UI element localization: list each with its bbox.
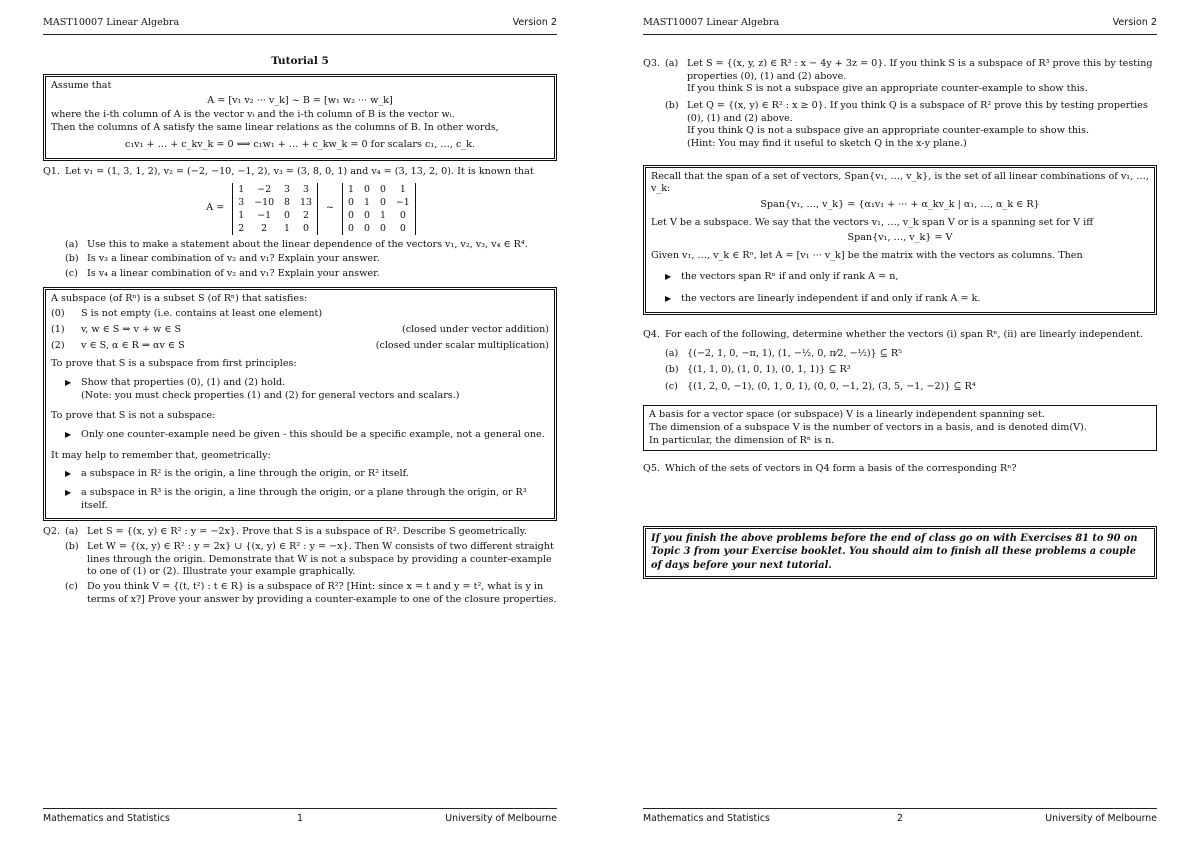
part-text: Is v₄ a linear combination of v₂ and v₁? Explain your answer. [87, 268, 380, 280]
part-text: {(1, 2, 0, −1), (0, 1, 0, 1), (0, 0, −1, 2), (3, 5, −1, −2)} ⊆ R⁴ [687, 380, 976, 392]
part-label: (b) [65, 540, 79, 552]
bullet-text: a subspace in R³ is the origin, a line through the origin, or a plane through the origin, or R³ itself. [81, 486, 527, 511]
question-number: Q2. [43, 526, 61, 538]
assume-equation: A = [v₁ v₂ ··· v_k] ~ B = [w₁ w₂ ··· w_k] [207, 94, 393, 106]
page-footer [643, 808, 1157, 825]
matrix-cell: 0 [379, 196, 386, 208]
part-text: Do you think V = {(t, t²) : t ∈ R} is a subspace of R²? [Hint: since x = t and y = t², what is y in terms of x?] Prove your answer by providing a counter-example to one of the closure properties. [87, 580, 557, 605]
matrix-cell: 1 [399, 183, 406, 195]
property-text: v, w ∈ S ⇒ v + w ∈ S [81, 324, 182, 336]
part-hint: (Hint: You may find it useful to sketch Q in the x-y plane.) [687, 137, 967, 149]
question-part [65, 239, 557, 252]
matrix-cell: 0 [379, 183, 386, 195]
matrix-cell: 0 [363, 209, 370, 221]
row-equivalent-symbol: ~ [325, 202, 334, 214]
matrix-cell: 2 [238, 222, 245, 234]
part-text: If you think Q is not a subspace give an appropriate counter-example to show this. [687, 125, 1090, 137]
matrix-cell: 0 [348, 196, 354, 208]
prove-subspace-heading: To prove that S is a subspace from first principles: [51, 358, 297, 370]
bullet-item [65, 487, 549, 512]
question-2 [43, 526, 557, 606]
matrix-cell: −1 [395, 196, 410, 208]
tutorial-title: Tutorial 5 [271, 55, 329, 67]
part-label: (b) [665, 364, 679, 376]
bullet-item [665, 271, 1149, 284]
part-text: {(−2, 1, 0, −π, 1), (1, −½, 0, π⁄2, −½)} ⊆ R⁵ [687, 347, 902, 359]
matrix-cell: 8 [284, 196, 291, 208]
property-row [51, 308, 549, 321]
part-label: (b) [665, 99, 679, 111]
bullet-item [665, 293, 1149, 306]
version-label: Version 2 [512, 17, 557, 28]
assume-line: Then the columns of A satisfy the same linear relations as the columns of B. In other words, [51, 121, 499, 133]
span-equation: Span{v₁, …, v_k} = V [847, 232, 953, 244]
matrix-cell: 1 [348, 183, 354, 195]
property-number: (1) [51, 324, 65, 336]
matrix-cell: −10 [254, 196, 275, 208]
question-number: Q3. [643, 58, 661, 69]
footer-left: Mathematics and Statistics [43, 813, 170, 824]
question-part [65, 581, 557, 606]
part-text: If you think S is not a subspace give an appropriate counter-example to show this. [687, 83, 1088, 95]
question-3 [643, 58, 1157, 151]
question-part [65, 526, 557, 539]
span-definition: Recall that the span of a set of vectors, Span{v₁, …, v_k}, is the set of all linear combinations of v₁, …, v_k: [651, 170, 1149, 195]
matrix-cell: 0 [363, 222, 370, 234]
bullet-text: Only one counter-example need be given - this should be a specific example, not a general one. [81, 429, 545, 441]
page-2 [600, 0, 1200, 849]
matrix-cell: 1 [238, 183, 245, 195]
bullet-item [65, 377, 549, 402]
property-note: (closed under scalar multiplication) [375, 339, 549, 351]
page-header [43, 17, 557, 35]
part-text: Let Q = {(x, y) ∈ R² : x ≥ 0}. If you think Q is a subspace of R² prove this by testing properties (0), (1) and (2) above. [687, 99, 1148, 124]
dimension-note: In particular, the dimension of Rⁿ is n. [649, 434, 835, 446]
matrix-cell: 0 [379, 222, 386, 234]
page-2-content [643, 58, 1157, 801]
part-label: (c) [65, 268, 78, 280]
question-part [665, 364, 1157, 377]
question-part [665, 100, 1157, 151]
version-label: Version 2 [1112, 17, 1157, 28]
final-note-text: If you finish the above problems before the end of class go on with Exercises 81 to 90 on Topic 3 from your Exercise booklet. You should aim to finish all these problems a couple of days before your next tutorial. [645, 528, 1155, 577]
part-text: {(1, 1, 0), (1, 0, 1), (0, 1, 1)} ⊆ R³ [687, 364, 851, 376]
question-part [65, 268, 557, 281]
matrix-lhs: A = [206, 202, 225, 214]
bullet-triangle-icon: ▶ [65, 469, 72, 479]
bullet-item [65, 429, 549, 442]
page-footer [43, 808, 557, 825]
question-part [65, 253, 557, 266]
matrix-cell: 0 [399, 209, 406, 221]
matrix-cell: 2 [303, 209, 309, 221]
part-text: Let W = {(x, y) ∈ R² : y = 2x} ∪ {(x, y) ∈ R² : y = −x}. Then W consists of two different straight lines through the origin. Demonstrate that W is not a subspace by providing a counter-example to one of (1) or (2). Illustrate your example graphically. [87, 540, 554, 578]
matrix-cell: 2 [261, 222, 268, 234]
question-1 [43, 166, 557, 281]
final-note-box [643, 526, 1157, 579]
assume-line: where the i-th column of A is the vector vᵢ and the i-th column of B is the vector wᵢ. [51, 109, 455, 121]
bullet-triangle-icon: ▶ [665, 294, 672, 304]
part-label: (c) [665, 380, 678, 392]
property-text: v ∈ S, α ∈ R ⇒ αv ∈ S [81, 339, 185, 351]
assume-line: Assume that [51, 79, 112, 91]
basis-definition: A basis for a vector space (or subspace) V is a linearly independent spanning set. [649, 409, 1045, 421]
question-part [65, 541, 557, 579]
subspace-intro: A subspace (of Rⁿ) is a subset S (of Rⁿ) that satisfies: [51, 292, 308, 304]
part-label: (b) [65, 253, 79, 265]
page-number: 2 [897, 813, 903, 824]
course-title: MAST10007 Linear Algebra [643, 17, 780, 28]
matrix-a [232, 183, 318, 235]
matrix-cell: 3 [303, 183, 309, 195]
property-number: (0) [51, 308, 65, 320]
matrix-cell: 0 [303, 222, 309, 234]
bullet-text: a subspace in R² is the origin, a line through the origin, or R² itself. [81, 468, 409, 480]
question-intro: For each of the following, determine whether the vectors (i) span Rⁿ, (ii) are linearly independent. [665, 328, 1144, 340]
property-number: (2) [51, 339, 65, 351]
subspace-box [43, 287, 557, 522]
property-row [51, 324, 549, 337]
bullet-item [65, 468, 549, 481]
property-row [51, 340, 549, 353]
question-number: Q4. [643, 328, 661, 340]
part-label: (a) [65, 526, 79, 538]
span-equation: Span{v₁, …, v_k} = {α₁v₁ + ··· + α_kv_k | α₁, …, α_k ∈ R} [760, 198, 1040, 210]
part-text: Is v₃ a linear combination of v₂ and v₁? Explain your answer. [87, 253, 380, 265]
matrix-cell: 0 [348, 222, 354, 234]
page-header [643, 17, 1157, 35]
matrix-cell: 1 [284, 222, 291, 234]
matrix-cell: −2 [257, 183, 272, 195]
matrix-cell: 13 [300, 196, 312, 208]
matrix-cell: 3 [238, 196, 245, 208]
span-box [643, 165, 1157, 315]
page-number: 1 [297, 813, 303, 824]
geometric-heading: It may help to remember that, geometrically: [51, 449, 271, 461]
span-theorem: Given v₁, …, v_k ∈ Rⁿ, let A = [v₁ ··· v_k] be the matrix with the vectors as columns. Then [651, 249, 1083, 261]
span-definition: Let V be a subspace. We say that the vectors v₁, …, v_k span V or is a spanning set for V iff [651, 216, 1094, 228]
matrix-b [342, 183, 416, 235]
dimension-definition: The dimension of a subspace V is the number of vectors in a basis, and is denoted dim(V). [649, 422, 1087, 434]
matrix-cell: 3 [284, 183, 291, 195]
prove-not-subspace-heading: To prove that S is not a subspace: [51, 410, 216, 422]
assume-box [43, 74, 557, 161]
part-text: Let S = {(x, y, z) ∈ R³ : x − 4y + 3z = 0}. If you think S is a subspace of R³ prove this by testing properties (0), (1) and (2) above. [687, 58, 1153, 82]
matrix-cell: 0 [399, 222, 406, 234]
matrix-cell: 1 [379, 209, 386, 221]
matrix-cell: −1 [257, 209, 272, 221]
part-label: (a) [665, 58, 679, 69]
footer-left: Mathematics and Statistics [643, 813, 770, 824]
question-number: Q1. [43, 166, 61, 178]
page-1-content [43, 55, 557, 801]
question-intro: Let v₁ = (1, 3, 1, 2), v₂ = (−2, −10, −1, 2), v₃ = (3, 8, 0, 1) and v₄ = (3, 13, 2, 0). It is known that [65, 166, 534, 178]
course-title: MAST10007 Linear Algebra [43, 17, 180, 28]
matrix-cell: 0 [363, 183, 370, 195]
bullet-text: the vectors span Rⁿ if and only if rank A = n, [681, 270, 899, 282]
bullet-triangle-icon: ▶ [65, 378, 72, 388]
matrix-cell: 1 [363, 196, 370, 208]
bullet-triangle-icon: ▶ [65, 430, 72, 440]
matrix-cell: 0 [348, 209, 354, 221]
part-label: (c) [65, 580, 78, 592]
question-part [665, 381, 1157, 394]
question-4 [643, 329, 1157, 394]
part-text: Use this to make a statement about the linear dependence of the vectors v₁, v₂, v₃, v₄ ∈ R⁴. [87, 238, 528, 250]
footer-right: University of Melbourne [1045, 813, 1157, 824]
part-text: Let S = {(x, y) ∈ R² : y = −2x}. Prove that S is a subspace of R². Describe S geometrically. [87, 526, 527, 538]
bullet-text: the vectors are linearly independent if and only if rank A = k. [681, 293, 981, 305]
bullet-text: Show that properties (0), (1) and (2) hold. [81, 377, 286, 389]
question-number: Q5. [643, 463, 661, 475]
question-5 [643, 463, 1157, 476]
property-note: (closed under vector addition) [402, 324, 549, 336]
footer-right: University of Melbourne [445, 813, 557, 824]
bullet-triangle-icon: ▶ [665, 271, 672, 281]
basis-box [643, 405, 1157, 451]
matrix-cell: 1 [238, 209, 245, 221]
question-part [665, 348, 1157, 361]
bullet-triangle-icon: ▶ [65, 487, 72, 497]
property-text: S is not empty (i.e. contains at least one element) [81, 308, 323, 320]
bullet-note: (Note: you must check properties (1) and (2) for general vectors and scalars.) [81, 389, 460, 401]
assume-equation: c₁v₁ + … + c_kv_k = 0 ⟺ c₁w₁ + … + c_kw_k = 0 for scalars c₁, …, c_k. [124, 139, 476, 151]
question-text: Which of the sets of vectors in Q4 form a basis of the corresponding Rⁿ? [665, 463, 1017, 475]
part-label: (a) [665, 347, 679, 359]
part-label: (a) [65, 238, 79, 250]
matrix-cell: 0 [284, 209, 291, 221]
matrix-equation [65, 183, 557, 235]
question-part [665, 58, 1157, 96]
